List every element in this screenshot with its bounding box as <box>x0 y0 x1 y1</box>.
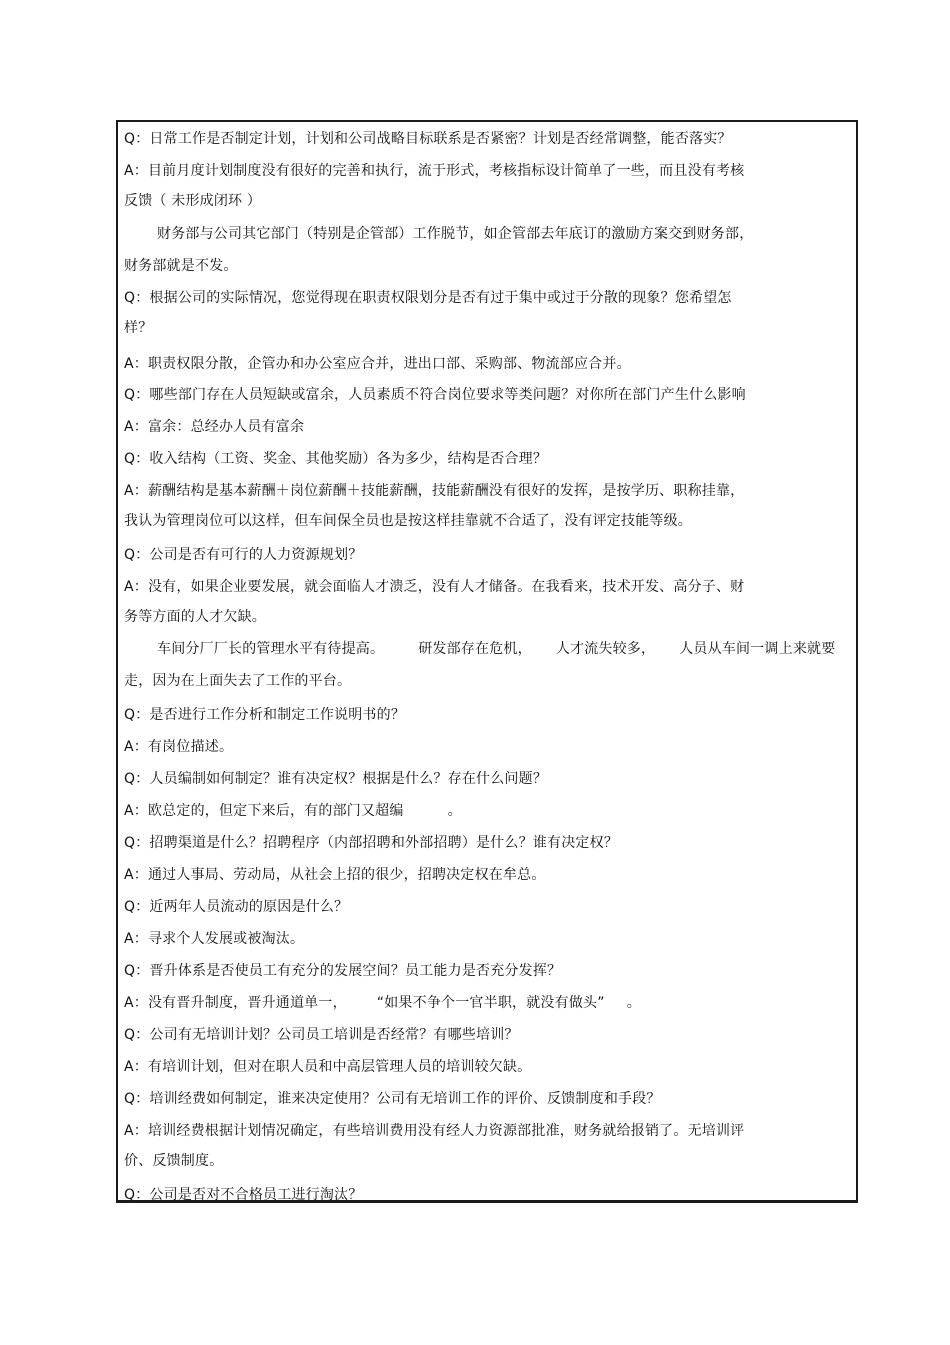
text-line: Q：招聘渠道是什么？招聘程序（内部招聘和外部招聘）是什么？谁有决定权？ <box>124 835 619 851</box>
text-line: A：通过人事局、劳动局，从社会上招的很少，招聘决定权在牟总。 <box>124 867 546 883</box>
text-line <box>124 801 462 821</box>
text-segment: 研发部存在危机， <box>418 641 532 657</box>
text-segment: 。 <box>626 995 641 1011</box>
text-line: A：富余：总经办人员有富余 <box>124 419 305 435</box>
text-line <box>124 993 641 1013</box>
text-line: A：培训经费根据计划情况确定，有些培训费用没有经人力资源部批准，财务就给报销了。无培训评 <box>124 1123 745 1139</box>
text-line: Q：日常工作是否制定计划，计划和公司战略目标联系是否紧密？计划是否经常调整，能否落实？ <box>124 131 732 147</box>
text-line: Q：人员编制如何制定？谁有决定权？根据是什么？存在什么问题？ <box>124 771 548 787</box>
text-line: A：寻求个人发展或被淘汰。 <box>124 931 305 947</box>
text-segment: A：欧总定的，但定下来后，有的部门又超编 <box>124 803 404 819</box>
text-segment: 车间分厂厂长的管理水平有待提高。 <box>157 641 385 657</box>
text-segment: 人才流失较多， <box>555 641 656 657</box>
text-line: Q：公司是否对不合格员工进行淘汰？ <box>124 1187 363 1203</box>
text-line: 样？ <box>124 320 153 336</box>
text-line: 我认为管理岗位可以这样，但车间保全员也是按这样挂靠就不合适了，没有评定技能等级。 <box>124 513 692 529</box>
text-line: 务等方面的人才欠缺。 <box>124 609 266 625</box>
text-segment: “如果不争个一官半职，就没有做头” <box>376 995 605 1011</box>
text-segment: A：没有晋升制度，晋升通道单一， <box>124 995 347 1011</box>
text-line: A：有培训计划，但对在职人员和中高层管理人员的培训较欠缺。 <box>124 1059 532 1075</box>
text-line: 反馈（ 未形成闭环 ） <box>124 193 262 209</box>
text-line <box>157 639 835 659</box>
text-line: Q：是否进行工作分析和制定工作说明书的？ <box>124 707 406 723</box>
text-line: A：薪酬结构是基本薪酬＋岗位薪酬＋技能薪酬，技能薪酬没有很好的发挥，是按学历、职称挂靠， <box>124 483 745 499</box>
text-line: A：没有，如果企业要发展，就会面临人才溃乏，没有人才储备。在我看来，技术开发、高分子、财 <box>124 579 745 595</box>
text-segment: 人员从车间一调上来就要 <box>679 641 836 657</box>
text-line: A：目前月度计划制度没有很好的完善和执行，流于形式，考核指标设计简单了一些，而且没有考核 <box>124 163 745 179</box>
text-line: Q：近两年人员流动的原因是什么？ <box>124 899 349 915</box>
text-line: Q：哪些部门存在人员短缺或富余，人员素质不符合岗位要求等类问题？对你所在部门产生什么影响 <box>124 387 746 403</box>
text-line: A：有岗位描述。 <box>124 739 234 755</box>
text-line: Q：晋升体系是否使员工有充分的发展空间？员工能力是否充分发挥？ <box>124 963 562 979</box>
text-line: 走，因为在上面失去了工作的平台。 <box>124 673 352 689</box>
text-line: 价、反馈制度。 <box>124 1153 224 1169</box>
text-line: Q：公司是否有可行的人力资源规划？ <box>124 547 363 563</box>
text-line: 财务部就是不发。 <box>124 258 238 274</box>
text-line: A：职责权限分散，企管办和办公室应合并，进出口部、采购部、物流部应合并。 <box>124 356 631 372</box>
text-line: 财务部与公司其它部门（特别是企管部）工作脱节，如企管部去年底订的激励方案交到财务部， <box>157 226 754 242</box>
text-line: Q：收入结构（工资、奖金、其他奖励）各为多少，结构是否合理？ <box>124 451 548 467</box>
text-line: Q：公司有无培训计划？公司员工培训是否经常？有哪些培训？ <box>124 1027 519 1043</box>
text-line: Q：根据公司的实际情况，您觉得现在职责权限划分是否有过于集中或过于分散的现象？您希望怎 <box>124 290 732 306</box>
text-line: Q：培训经费如何制定，谁来决定使用？公司有无培训工作的评价、反馈制度和手段？ <box>124 1091 661 1107</box>
text-segment: 。 <box>447 803 462 819</box>
